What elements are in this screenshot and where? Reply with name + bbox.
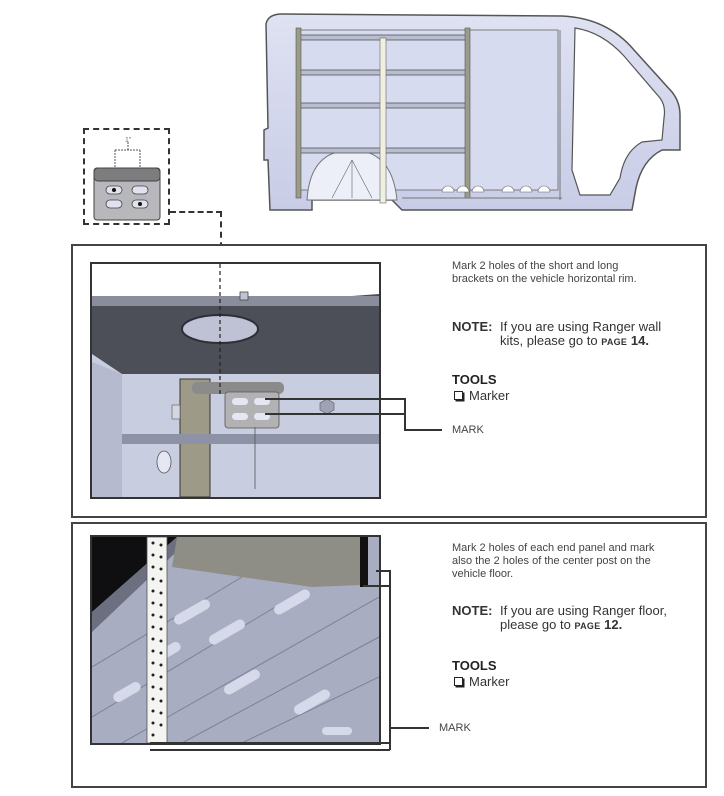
bracket-detail-inset [83,128,170,225]
mark-callout-line [389,570,391,750]
van-side-illustration [262,10,708,215]
note-label: NOTE: [452,319,493,334]
step-description: Mark 2 holes of the short and long brackets on the vehicle horizontal rim. [452,260,637,285]
note-label: NOTE: [452,603,493,618]
tools-title: TOOLS [452,658,497,673]
mark-callout-line [150,742,390,744]
step-description: Mark 2 holes of each end panel and mark also the 2 holes of the center post on the vehicle floor. [452,542,655,580]
mark-callout-line [376,570,390,572]
mark-callout-line [265,413,405,415]
page-reference-link[interactable]: 14. [630,333,649,348]
tool-item-marker: Marker [454,388,509,403]
checkbox-icon[interactable] [454,391,463,400]
note-body: If you are using Ranger floor, please go to PAGE 12. [500,603,667,632]
mark-callout-line [265,398,405,400]
tool-item-marker: Marker [454,674,509,689]
page-reference-link[interactable]: 12. [604,617,623,632]
floor-photo [90,535,381,745]
dimension-label: 1" [125,137,132,144]
wall-bracket-photo [90,262,381,499]
mark-callout-line [404,429,442,431]
mark-callout-line [150,749,390,751]
note-body: If you are using Ranger wall kits, please go to PAGE 14. [500,319,662,348]
checkbox-icon[interactable] [454,677,463,686]
mark-callout-line [404,398,406,430]
mark-callout-line [389,727,429,729]
note [452,604,680,633]
mark-label: MARK [452,424,484,436]
detail-leader-line [170,211,222,213]
note [452,320,680,349]
mark-callout-line [363,585,390,587]
mark-label: MARK [439,722,471,734]
tools-title: TOOLS [452,372,497,387]
